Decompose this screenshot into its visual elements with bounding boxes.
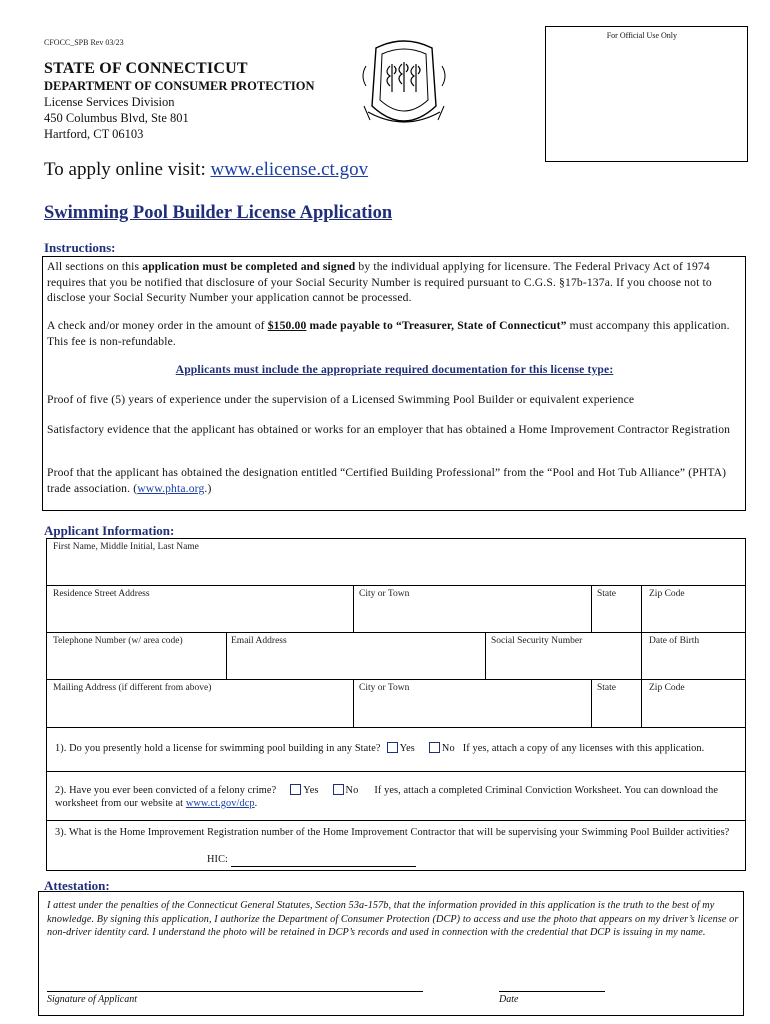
required-doc-3 [47, 465, 742, 496]
official-use-box [545, 26, 748, 162]
q1-yes-label: Yes [399, 743, 415, 754]
required-docs-heading: Applicants must include the appropriate required documentation for this license type: [175, 363, 614, 376]
mailing-address-field[interactable]: Mailing Address (if different from above) [53, 683, 212, 693]
required-doc-1: Proof of five (5) years of experience under the supervision of a Licensed Swimming Pool Builder or equivalent experience [47, 393, 635, 406]
q1-no-checkbox[interactable] [429, 742, 440, 753]
question-3: 3). What is the Home Improvement Registration number of the Home Improvement Contractor that will be supervising your Swimming Pool Builder activities? [55, 827, 730, 838]
official-use-label: For Official Use Only [606, 31, 677, 40]
q1-note: If yes, attach a copy of any licenses with this application. [462, 743, 705, 754]
address-line-3: Hartford, CT 06103 [44, 127, 144, 141]
q2-no-label: No [345, 785, 359, 796]
elicense-link[interactable]: www.elicense.ct.gov [210, 159, 369, 180]
dcp-link[interactable]: www.ct.gov/dcp [185, 798, 255, 809]
form-code: CFOCC_SPB Rev 03/23 [44, 38, 124, 47]
apply-online-text [44, 159, 368, 181]
q2-yes-label: Yes [303, 785, 319, 796]
phta-link[interactable]: www.phta.org [137, 481, 205, 495]
hic-input[interactable] [231, 853, 416, 867]
name-field[interactable]: First Name, Middle Initial, Last Name [53, 542, 199, 552]
q1-text: 1). Do you presently hold a license for swimming pool building in any State? [55, 743, 381, 754]
p2-bold: made payable to “Treasurer, State of Connecticut” [306, 319, 567, 332]
zip-field[interactable]: Zip Code [649, 589, 685, 599]
telephone-field[interactable]: Telephone Number (w/ area code) [53, 636, 183, 646]
instructions-heading: Instructions: [44, 240, 116, 255]
city-field[interactable]: City or Town [359, 589, 410, 599]
q1-no-label: No [441, 743, 455, 754]
mailing-state-field[interactable]: State [597, 683, 616, 693]
attestation-heading: Attestation: [44, 878, 110, 893]
signature-input[interactable] [47, 979, 423, 992]
instructions-paragraph-2 [47, 318, 742, 349]
address-line-1: License Services Division [44, 95, 175, 109]
page-title: Swimming Pool Builder License Application [44, 203, 393, 223]
p2-text-a: A check and/or money order in the amount of [47, 319, 268, 332]
q2-yes-checkbox[interactable] [290, 784, 301, 795]
mailing-city-field[interactable]: City or Town [359, 683, 410, 693]
p1-text-b: by the individual applying for licensure. The Federal Privacy Act of 1974 requires that you be notified that disclosure of your Social Security Number is required pursuant to C.G.S. §17b-137a. If you choose not to disclose your Social Security Number your application cannot be processed. [47, 260, 712, 304]
attestation-text: I attest under the penalties of the Connecticut General Statutes, Section 53a-157b, that the information provided in this application is the truth to the best of my knowledge. By signing this application, I authorize the Department of Consumer Protection (DCP) to access and use the photo that appears on my driver’s license or non-driver identity card. I understand the photo will be retained in DCP’s records and used in connection with the credential that DCP is issuing in my name. [47, 900, 739, 938]
doc3-text-b: .) [204, 481, 212, 495]
q2-note: If yes, attach a completed Criminal Conviction Worksheet. You can download the worksheet from our website at [55, 785, 719, 809]
mailing-zip-field[interactable]: Zip Code [649, 683, 685, 693]
applicant-heading: Applicant Information: [44, 523, 175, 538]
address-line-2: 450 Columbus Blvd, Ste 801 [44, 111, 189, 125]
q2-note-end: . [254, 798, 258, 809]
state-title: STATE OF CONNECTICUT [44, 60, 248, 77]
instructions-paragraph-1 [47, 259, 742, 306]
state-seal-logo [356, 36, 452, 136]
department-title: DEPARTMENT OF CONSUMER PROTECTION [44, 79, 315, 93]
doc3-text-a: Proof that the applicant has obtained the designation entitled “Certified Building Professional” from the “Pool and Hot Tub Alliance” (PHTA) trade association. ( [47, 466, 727, 495]
applicant-info-table [46, 538, 746, 871]
signature-label: Signature of Applicant [47, 994, 137, 1005]
email-field[interactable]: Email Address [231, 636, 287, 646]
date-label: Date [499, 994, 519, 1005]
hic-line [207, 853, 416, 867]
p2-text-b: must accompany this application. This fee is non-refundable. [47, 319, 730, 348]
p1-bold: application must be completed and signed [142, 260, 356, 273]
question-2 [55, 784, 741, 810]
state-field[interactable]: State [597, 589, 616, 599]
hic-label: HIC: [207, 854, 228, 865]
q2-text: 2). Have you ever been convicted of a felony crime? [55, 785, 277, 796]
question-1 [55, 742, 741, 755]
date-input[interactable] [499, 979, 605, 992]
residence-address-field[interactable]: Residence Street Address [53, 589, 150, 599]
dob-field[interactable]: Date of Birth [649, 636, 700, 646]
q2-no-checkbox[interactable] [333, 784, 344, 795]
required-doc-2: Satisfactory evidence that the applicant has obtained or works for an employer that has obtained a Home Improvement Contractor Registration [47, 423, 731, 436]
ssn-field[interactable]: Social Security Number [491, 636, 583, 646]
fee-amount: $150.00 [267, 319, 307, 332]
q1-yes-checkbox[interactable] [387, 742, 398, 753]
p1-text-a: All sections on this [47, 260, 143, 273]
apply-online-prefix: To apply online visit: [44, 159, 211, 180]
